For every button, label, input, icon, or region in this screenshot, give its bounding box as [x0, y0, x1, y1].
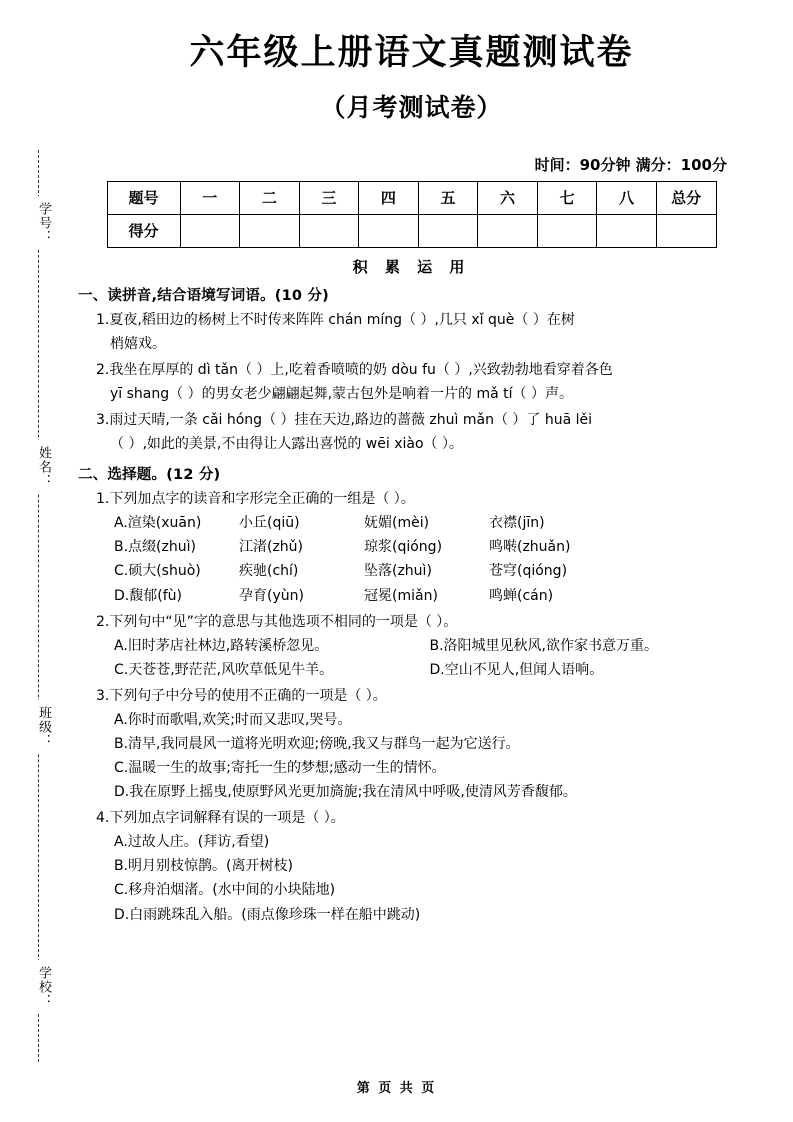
score-table-header-cell: 二	[240, 181, 300, 214]
option-text: A.你时而歌唱,欢笑;时而又悲叹,哭号。	[114, 711, 352, 728]
score-cell[interactable]	[478, 214, 538, 247]
option-text: A.渲染(xuān)	[114, 515, 202, 532]
option-text: A.过故人庄。(拜访,看望)	[114, 834, 270, 851]
score-table-header-cell: 总分	[656, 181, 716, 214]
page-footer: 第 页 共 页	[356, 1081, 437, 1096]
option-text: B.洛阳城里见秋风,欲作家书意万重。	[429, 637, 659, 654]
question-2-4-option-a[interactable]	[114, 830, 745, 854]
question-2-3-option-d[interactable]	[114, 780, 745, 804]
option-text: 鸣啭(zhuǎn)	[489, 539, 571, 556]
option-text: D.白雨跳珠乱入船。(雨点像珍珠一样在船中跳动)	[114, 906, 421, 923]
option-text: D.我在原野上摇曳,使原野风光更加旖旎;我在清风中呼吸,使清风芳香馥郁。	[114, 784, 577, 801]
option-text: 疾驰(chí)	[239, 563, 299, 580]
score-table	[107, 181, 717, 248]
score-table-row-label: 得分	[107, 214, 180, 247]
score-table-header-cell: 八	[597, 181, 657, 214]
option-text: 琼浆(qióng)	[364, 539, 443, 556]
seal-dashed-line	[38, 150, 39, 1062]
score-table-header-cell: 四	[359, 181, 419, 214]
score-cell[interactable]	[656, 214, 716, 247]
score-cell[interactable]	[597, 214, 657, 247]
paper-content	[78, 22, 745, 927]
score-table-header-cell: 一	[180, 181, 240, 214]
option-text: D.馥郁(fù)	[114, 587, 182, 604]
option-text: C.天苍苍,野茫茫,风吹草低见牛羊。	[114, 661, 334, 678]
question-1-2-line-2: yī shang（ ）的男女老少翩翩起舞,蒙古包外是响着一片的 mǎ tí（ ）声。	[110, 385, 573, 402]
score-cell[interactable]	[180, 214, 240, 247]
question-2-1-option-b[interactable]	[114, 535, 745, 559]
option-text: C.移舟泊烟渚。(水中间的小块陆地)	[114, 882, 336, 899]
question-1-2-line-1: 2.我坐在厚厚的 dì tǎn（ ）上,吃着香喷喷的奶 dòu fu（ ）,兴致勃勃地看穿着各色	[96, 361, 613, 378]
option-text: 冠冕(miǎn)	[364, 587, 438, 604]
score-table-header-cell: 题号	[107, 181, 180, 214]
question-2-2-stem: 2.下列句中“见”字的意思与其他选项不相同的一项是（ ）。	[96, 613, 458, 630]
score-cell[interactable]	[537, 214, 597, 247]
score-table-score-row	[107, 214, 716, 247]
margin-label-school: 学校：	[24, 960, 54, 1014]
option-text: C.硕大(shuò)	[114, 563, 201, 580]
question-2-3-stem: 3.下列句子中分号的使用不正确的一项是（ ）。	[96, 687, 387, 704]
option-text: C.温暖一生的故事;寄托一生的梦想;感动一生的情怀。	[114, 760, 446, 777]
question-2-2-option-row-2[interactable]	[114, 658, 745, 682]
option-text: B.点缀(zhuì)	[114, 539, 196, 556]
option-text: B.明月别枝惊鹊。(离开树枝)	[114, 858, 293, 875]
question-2-4-option-c[interactable]	[114, 878, 745, 902]
option-text: 苍穹(qióng)	[489, 563, 568, 580]
score-table-header-cell: 三	[299, 181, 359, 214]
section-banner: 积 累 运 用	[352, 257, 471, 276]
margin-label-class: 班级：	[24, 700, 54, 754]
score-table-header-cell: 七	[537, 181, 597, 214]
score-table-header-row	[107, 181, 716, 214]
question-1-1-line-1: 1.夏夜,稻田边的杨树上不时传来阵阵 chán míng（ ）,几只 xǐ què（ ）在树	[96, 311, 575, 328]
option-text: 衣襟(jīn)	[489, 515, 545, 532]
question-2-3-option-c[interactable]	[114, 756, 745, 780]
page-title: 六年级上册语文真题测试卷	[189, 33, 634, 73]
question-2-1-option-c[interactable]	[114, 559, 745, 583]
question-2-4-option-d[interactable]	[114, 903, 745, 927]
margin-label-student-id: 学号：	[24, 196, 54, 250]
option-text: 妩媚(mèi)	[364, 515, 430, 532]
score-table-header-cell: 六	[478, 181, 538, 214]
option-text: 孕育(yùn)	[239, 587, 304, 604]
question-1-3-line-2: （ ）,如此的美景,不由得让人露出喜悦的 wēi xiào（ ）。	[110, 436, 463, 453]
question-2-4-stem: 4.下列加点字词解释有误的一项是（ ）。	[96, 810, 345, 827]
option-text: 坠落(zhuì)	[364, 563, 432, 580]
question-1-3-line-1: 3.雨过天晴,一条 cǎi hóng（ ）挂在天边,路边的蔷薇 zhuì mǎn（ ）了 huā lěi	[96, 412, 593, 429]
section-title-1: 一、读拼音,结合语境写词语。(10 分)	[78, 287, 329, 304]
question-1-1-line-2: 梢嬉戏。	[110, 335, 166, 352]
option-text: A.旧时茅店社林边,路转溪桥忽见。	[114, 637, 329, 654]
margin-label-name: 姓名：	[24, 440, 54, 494]
score-cell[interactable]	[299, 214, 359, 247]
question-2-1-stem: 1.下列加点字的读音和字形完全正确的一组是（ ）。	[96, 491, 415, 508]
option-text: D.空山不见人,但闻人语响。	[429, 661, 604, 678]
score-table-header-cell: 五	[418, 181, 478, 214]
page-subtitle: （月考测试卷）	[320, 92, 503, 122]
question-2-1-option-a[interactable]	[114, 511, 745, 535]
section-title-2: 二、选择题。(12 分)	[78, 467, 221, 484]
score-cell[interactable]	[359, 214, 419, 247]
score-cell[interactable]	[418, 214, 478, 247]
question-2-3-option-a[interactable]	[114, 708, 745, 732]
question-2-3-option-b[interactable]	[114, 732, 745, 756]
option-text: B.清早,我同晨风一道将光明欢迎;傍晚,我又与群鸟一起为它送行。	[114, 736, 520, 752]
question-2-1-option-d[interactable]	[114, 584, 745, 608]
question-2-2-option-row-1[interactable]	[114, 634, 745, 658]
option-text: 小丘(qiū)	[239, 515, 300, 532]
exam-meta: 时间：90分钟 满分：100分	[534, 155, 727, 174]
question-2-4-option-b[interactable]	[114, 854, 745, 878]
score-cell[interactable]	[240, 214, 300, 247]
option-text: 鸣蝉(cán)	[489, 587, 554, 604]
option-text: 江渚(zhǔ)	[239, 539, 304, 556]
